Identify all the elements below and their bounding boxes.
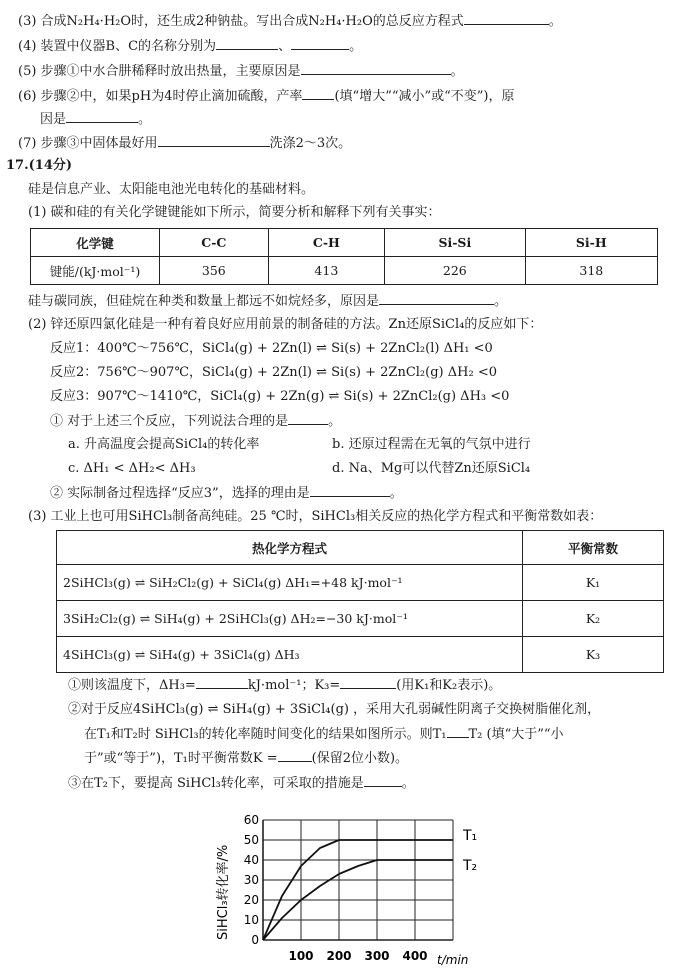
q6-line-2: 因是 。 [40, 112, 152, 127]
thermo-k-3: K₃ [523, 637, 664, 673]
k2-text-e: (保留2位小数)。 [311, 751, 409, 766]
option-a: a. 升高温度会提高SiCl₄的转化率 [68, 437, 260, 452]
q4-sep: 、 [278, 39, 292, 54]
q6-text-b: (填“增大”“减小”或“不变”)，原 [334, 89, 515, 104]
q5-text: (5) 步骤①中水合肼稀释时放出热量，主要原因是 [18, 64, 301, 79]
k1-blank-k3[interactable] [340, 676, 396, 689]
thermo-eq-3: 4SiHCl₃(g) ⇌ SiH₄(g) + 3SiCl₄(g) ΔH₃ [57, 637, 523, 673]
intro-text: 硅是信息产业、太阳能电池光电转化的基础材料。 [28, 182, 315, 197]
bond-header-4: Si-H [525, 229, 657, 257]
option-c: c. ΔH₁ < ΔH₂< ΔH₃ [68, 461, 196, 476]
y-tick-50: 50 [243, 833, 259, 847]
q3-line: (3) 合成N₂H₄·H₂O时，还生成2种钠盐。写出合成N₂H₄·H₂O的总反应方程式 。 [18, 14, 562, 29]
choice-2-text: ② 实际制备过程选择“反应3”，选择的理由是 [50, 486, 310, 501]
thermo-k-2: K₂ [523, 601, 664, 637]
series-label-2: T₂ [463, 858, 478, 874]
series-label-1: T₁ [463, 828, 478, 844]
x-tick-400: 400 [402, 949, 428, 963]
k2-text-c: T₂ (填“大于”“小 [468, 727, 564, 742]
k1-text-a: ①则该温度下，ΔH₃= [68, 678, 196, 693]
series-line-1 [263, 840, 453, 940]
conversion-chart [205, 808, 505, 968]
k2-line-3 [84, 749, 408, 768]
thermo-header-k: 平衡常数 [523, 531, 664, 565]
k3-text: ③在T₂下，要提高 SiHCl₃转化率，可采取的措施是 [68, 776, 364, 791]
choice-2-line: ② 实际制备过程选择“反应3”，选择的理由是 。 [50, 486, 403, 501]
q6-blank-2[interactable] [66, 110, 138, 123]
q3-text: (3) 合成N₂H₄·H₂O时，还生成2种钠盐。写出合成N₂H₄·H₂O的总反应方程式 [18, 14, 464, 29]
q5-blank[interactable] [301, 62, 451, 75]
chart-ylabel: SiHCl₃转化率/% [216, 844, 231, 940]
x-tick-300: 300 [364, 949, 390, 963]
q4-blank-c[interactable] [291, 37, 349, 50]
k2-line-2 [84, 725, 564, 744]
bond-header-1: C-C [160, 229, 269, 257]
bond-header-2: C-H [268, 229, 384, 257]
k2-blank-k[interactable] [278, 749, 312, 762]
k2-text-d: 于”或“等于”)，T₁时平衡常数K = [84, 751, 278, 766]
k1-text-c: (用K₁和K₂表示)。 [396, 678, 502, 693]
bond-value-ch: 413 [268, 257, 384, 285]
y-tick-60: 60 [243, 813, 259, 827]
q7-line [18, 134, 351, 153]
q5-line: (5) 步骤①中水合肼稀释时放出热量，主要原因是 。 [18, 64, 464, 79]
bond-header-3: Si-Si [385, 229, 526, 257]
bond-value-cc: 356 [160, 257, 269, 285]
x-tick-100: 100 [288, 949, 314, 963]
reaction-3: 反应3：907℃～1410℃，SiCl₄(g) + 2Zn(g) ⇌ Si(s) + 2ZnCl₂(g) ΔH₃ <0 [50, 389, 510, 404]
choice-2-blank[interactable] [310, 484, 390, 497]
q4-blank-b[interactable] [216, 37, 278, 50]
k1-text-b: kJ·mol⁻¹；K₃= [247, 678, 341, 693]
q7-text-a: (7) 步骤③中固体最好用 [18, 136, 158, 151]
q4-text: (4) 装置中仪器B、C的名称分别为 [18, 39, 217, 54]
option-b: b. 还原过程需在无氧的气氛中进行 [332, 437, 531, 452]
choice-1-line: ① 对于上述三个反应，下列说法合理的是 。 [50, 414, 342, 429]
after-table-text: 硅与碳同族，但硅烷在种类和数量上都远不如烷烃多，原因是 [28, 294, 380, 309]
choice-1-blank[interactable] [288, 412, 328, 425]
after-table-blank[interactable] [379, 292, 494, 305]
q6-blank-1[interactable] [302, 87, 334, 100]
choice-1-text: ① 对于上述三个反应，下列说法合理的是 [50, 414, 289, 429]
k2-text-a: ②对于反应4SiHCl₃(g) ⇌ SiH₄(g) + 3SiCl₄(g) ，采用大孔弱碱性阴离子交换树脂催化剂， [68, 702, 601, 717]
chart-series [263, 828, 477, 940]
after-table-line: 硅与碳同族，但硅烷在种类和数量上都远不如烷烃多，原因是 。 [28, 294, 508, 309]
reaction-2: 反应2：756℃～907℃，SiCl₄(g) + 2Zn(l) ⇌ Si(s) + 2ZnCl₂(g) ΔH₂ <0 [50, 365, 497, 380]
bond-value-sih: 318 [525, 257, 657, 285]
thermo-k-1: K₁ [523, 565, 664, 601]
question-17-title: 17.(14分) [6, 158, 73, 173]
thermo-eq-2: 3SiH₂Cl₂(g) ⇌ SiH₄(g) + 2SiHCl₃(g) ΔH₂=−30 kJ·mol⁻¹ [57, 601, 523, 637]
y-tick-30: 30 [243, 873, 259, 887]
k3-blank[interactable] [364, 774, 402, 787]
k2-text-b: 在T₁和T₂时 SiHCl₃的转化率随时间变化的结果如图所示。则T₁ [84, 727, 447, 742]
y-tick-20: 20 [243, 893, 259, 907]
y-tick-40: 40 [243, 853, 259, 867]
bond-energy-table [30, 228, 658, 285]
q4-line: (4) 装置中仪器B、C的名称分别为 、 。 [18, 39, 363, 54]
bond-header-0: 化学键 [31, 229, 160, 257]
section-2-text: (2) 锌还原四氯化硅是一种有着良好应用前景的制备硅的方法。Zn还原SiCl₄的反应如下： [28, 317, 543, 332]
chart-xlabel: t/min [437, 953, 469, 967]
y-tick-10: 10 [243, 913, 259, 927]
section-1-text: (1) 碳和硅的有关化学键键能如下所示，简要分析和解释下列有关事实： [28, 205, 441, 220]
bond-row-label: 键能/(kJ·mol⁻¹) [31, 257, 160, 285]
thermo-table [56, 530, 664, 673]
y-tick-0: 0 [251, 933, 259, 947]
q6-line [18, 87, 515, 106]
q7-text-b: 洗涤2～3次。 [269, 136, 352, 151]
k3-line: ③在T₂下，要提高 SiHCl₃转化率，可采取的措施是 。 [68, 776, 415, 791]
section-3-text: (3) 工业上也可用SiHCl₃制备高纯硅。25 ℃时，SiHCl₃相关反应的热化学方程式和平衡常数如表： [28, 509, 603, 524]
reaction-1: 反应1：400℃～756℃，SiCl₄(g) + 2Zn(l) ⇌ Si(s) + 2ZnCl₂(l) ΔH₁ <0 [50, 341, 493, 356]
q7-blank[interactable] [158, 134, 270, 147]
q6-text-c: 因是 [40, 112, 67, 127]
k2-blank-compare[interactable] [447, 725, 469, 738]
thermo-header-eq: 热化学方程式 [57, 531, 523, 565]
k1-blank-dh[interactable] [196, 676, 248, 689]
q6-text-a: (6) 步骤②中，如果pH为4时停止滴加硫酸，产率 [18, 89, 303, 104]
x-tick-200: 200 [326, 949, 352, 963]
k1-line [68, 676, 501, 695]
bond-value-sisi: 226 [385, 257, 526, 285]
q3-blank[interactable] [464, 12, 549, 25]
option-d: d. Na、Mg可以代替Zn还原SiCl₄ [332, 461, 531, 476]
thermo-eq-1: 2SiHCl₃(g) ⇌ SiH₂Cl₂(g) + SiCl₄(g) ΔH₁=+48 kJ·mol⁻¹ [57, 565, 523, 601]
